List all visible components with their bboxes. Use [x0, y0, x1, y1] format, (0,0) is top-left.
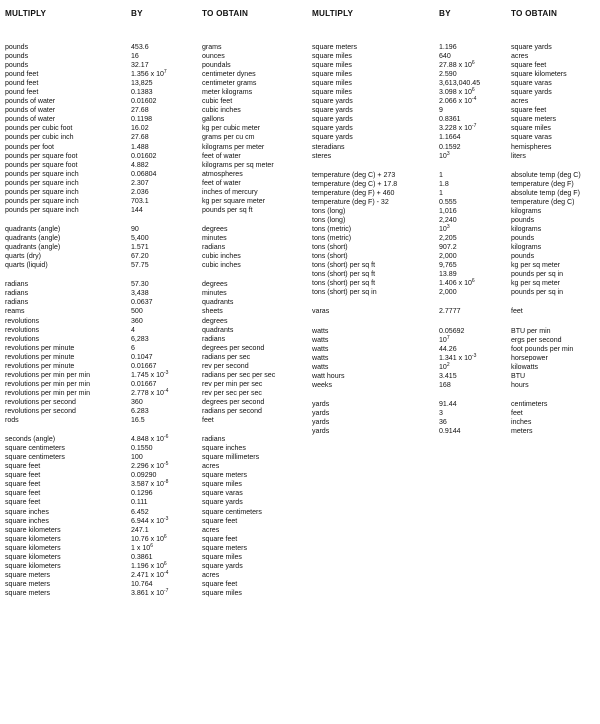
multiply-cell: square meters — [5, 589, 51, 597]
to-obtain-cell: pounds per sq in — [511, 271, 564, 279]
to-obtain-cell: absolute temp (deg C) — [511, 171, 581, 179]
to-obtain-cell: feet of water — [202, 152, 241, 160]
to-obtain-cell: square feet — [202, 535, 238, 543]
to-obtain-cell: rev per sec per sec — [202, 389, 262, 397]
multiply-cell: steres — [312, 152, 332, 160]
multiply-cell: pounds — [5, 53, 29, 61]
by-cell: 6.452 — [131, 508, 149, 516]
by-cell: 453.6 — [131, 44, 149, 51]
multiply-cell: reams — [5, 308, 25, 316]
by-cell: 2,240 — [439, 216, 457, 224]
multiply-cell: square feet — [5, 490, 41, 498]
to-obtain-cell: square varas — [511, 134, 552, 142]
to-obtain-cell: pounds — [511, 253, 535, 261]
multiply-cell: pound feet — [5, 89, 39, 97]
by-cell: 6 — [131, 344, 135, 352]
to-obtain-cell: inches — [511, 419, 532, 427]
to-obtain-cell: square yards — [511, 44, 552, 51]
by-cell: 1 x $10^6$ — [131, 542, 153, 552]
to-obtain-cell: degrees — [202, 281, 228, 289]
by-cell: 4.848 x $10^{-6}$ — [131, 434, 169, 444]
multiply-cell: tons (short) — [312, 244, 348, 252]
to-obtain-cell: foot pounds per min — [511, 345, 574, 353]
to-obtain-cell: atmospheres — [202, 170, 243, 178]
to-obtain-cell: square feet — [202, 517, 238, 525]
multiply-cell: tons (long) — [312, 207, 346, 215]
multiply-cell: pounds per square inch — [5, 206, 79, 214]
by-cell: 16 — [131, 53, 139, 61]
to-obtain-cell: kg per sq meter — [511, 280, 560, 288]
to-obtain-cell: radians per second — [202, 407, 262, 415]
to-obtain-cell: square varas — [202, 490, 243, 498]
multiply-cell: tons (long) — [312, 216, 346, 224]
by-cell: 3.861 x $10^{-7}$ — [131, 588, 169, 597]
by-cell: $10^7$ — [439, 334, 450, 344]
by-cell: 2.036 — [131, 188, 149, 196]
by-cell: 1.1664 — [439, 134, 461, 142]
to-obtain-cell: meter kilograms — [202, 89, 253, 97]
multiply-cell: pounds per cubic foot — [5, 125, 73, 133]
to-obtain-cell: liters — [511, 152, 526, 160]
multiply-cell: square kilometers — [5, 526, 61, 534]
to-obtain-cell: minutes — [202, 290, 227, 298]
by-cell: 5,400 — [131, 235, 149, 243]
by-cell: 0.8361 — [439, 116, 461, 124]
multiply-cell: weeks — [312, 381, 332, 389]
multiply-cell: yards — [312, 410, 330, 418]
to-obtain-cell: hours — [511, 381, 529, 389]
multiply-cell: revolutions per minute — [5, 362, 75, 370]
to-obtain-cell: temperature (deg C) — [511, 198, 575, 206]
multiply-cell: pounds — [5, 44, 29, 51]
multiply-cell: pounds per foot — [5, 143, 54, 151]
header-to-obtain-right: TO OBTAIN — [511, 9, 558, 18]
to-obtain-cell: hemispheres — [511, 143, 552, 151]
to-obtain-cell: absolute temp (deg F) — [511, 189, 580, 197]
multiply-cell: pounds of water — [5, 107, 56, 115]
multiply-cell: square miles — [312, 89, 352, 97]
to-obtain-cell: square meters — [202, 472, 248, 480]
multiply-cell: quarts (liquid) — [5, 262, 48, 270]
to-obtain-cell: square miles — [202, 589, 242, 597]
multiply-cell: revolutions — [5, 326, 40, 334]
to-obtain-cell: feet — [202, 417, 214, 425]
to-obtain-cell: radians — [202, 244, 226, 252]
by-cell: 13.89 — [439, 271, 457, 279]
multiply-cell: square yards — [312, 107, 353, 115]
multiply-cell: square inches — [5, 508, 49, 516]
by-cell: 0.09290 — [131, 472, 157, 480]
multiply-cell: watts — [312, 327, 329, 335]
to-obtain-cell: degrees per second — [202, 398, 265, 406]
multiply-cell: quadrants (angle) — [5, 225, 61, 233]
by-cell: 4 — [131, 326, 135, 334]
to-obtain-cell: gallons — [202, 116, 225, 124]
to-obtain-cell: acres — [511, 53, 529, 61]
by-cell: 67.20 — [131, 253, 149, 261]
by-cell: 2.778 x $10^{-4}$ — [131, 388, 169, 397]
to-obtain-cell: centimeters — [511, 401, 548, 409]
by-cell: $10^2$ — [439, 361, 450, 371]
to-obtain-cell: radians per sec per sec — [202, 371, 276, 379]
by-cell: 91.44 — [439, 401, 457, 409]
to-obtain-cell: square feet — [202, 580, 238, 588]
multiply-cell: radians — [5, 281, 29, 289]
to-obtain-cell: BTU — [511, 372, 526, 380]
multiply-cell: tons (short) per sq ft — [312, 271, 376, 279]
multiply-cell: pounds per square inch — [5, 188, 79, 196]
to-obtain-cell: square yards — [202, 499, 243, 507]
by-cell: 0.01602 — [131, 152, 157, 160]
multiply-cell: square inches — [5, 517, 49, 525]
multiply-cell: square feet — [5, 481, 41, 489]
by-cell: 2.296 x $10^{-5}$ — [131, 461, 169, 471]
to-obtain-cell: square centimeters — [202, 508, 262, 516]
header-multiply-right: MULTIPLY — [312, 9, 354, 18]
by-cell: 1 — [439, 189, 443, 197]
multiply-cell: watts — [312, 363, 329, 371]
by-cell: 360 — [131, 398, 143, 406]
to-obtain-cell: square varas — [511, 80, 552, 88]
multiply-cell: rods — [5, 417, 19, 425]
multiply-cell: square feet — [5, 499, 41, 507]
by-cell: 1.571 — [131, 244, 149, 252]
by-cell: 16.02 — [131, 125, 149, 133]
to-obtain-cell: square miles — [511, 125, 551, 133]
by-cell: 2,000 — [439, 289, 457, 297]
to-obtain-cell: square yards — [511, 89, 552, 97]
by-cell: 0.1592 — [439, 143, 461, 151]
header-multiply-left: MULTIPLY — [5, 9, 47, 18]
to-obtain-cell: kilograms per meter — [202, 143, 265, 151]
to-obtain-cell: square feet — [511, 62, 547, 70]
by-cell: 0.3861 — [131, 553, 153, 561]
by-cell: 3.587 x $10^{-8}$ — [131, 479, 169, 489]
to-obtain-cell: centimeter grams — [202, 80, 257, 88]
multiply-cell: tons (short) per sq ft — [312, 280, 376, 288]
to-obtain-cell: quadrants — [202, 326, 234, 334]
multiply-cell: yards — [312, 428, 330, 436]
multiply-cell: square meters — [5, 571, 51, 579]
by-cell: 36 — [439, 419, 447, 427]
multiply-cell: pounds per square foot — [5, 152, 78, 160]
by-cell: 2.307 — [131, 179, 149, 187]
multiply-cell: square meters — [312, 44, 358, 51]
multiply-cell: revolutions — [5, 317, 40, 325]
multiply-cell: revolutions per min per min — [5, 389, 90, 397]
to-obtain-cell: horsepower — [511, 354, 548, 362]
by-cell: 144 — [131, 206, 143, 214]
by-cell: 1.745 x $10^{-3}$ — [131, 369, 169, 379]
to-obtain-cell: cubic feet — [202, 98, 233, 106]
multiply-cell: quadrants (angle) — [5, 235, 61, 243]
by-cell: 3.415 — [439, 372, 457, 380]
multiply-cell: watts — [312, 345, 329, 353]
multiply-cell: watt hours — [312, 372, 345, 380]
multiply-cell: square meters — [5, 580, 51, 588]
by-cell: 1.341 x $10^{-3}$ — [439, 352, 477, 362]
by-cell: 703.1 — [131, 197, 149, 205]
by-cell: $10^3$ — [439, 224, 450, 233]
header-by-left: BY — [131, 9, 143, 18]
multiply-cell: revolutions per second — [5, 398, 76, 406]
multiply-cell: square centimeters — [5, 454, 65, 462]
by-cell: 100 — [131, 454, 143, 462]
to-obtain-cell: kg per cubic meter — [202, 125, 260, 133]
to-obtain-cell: sheets — [202, 308, 223, 316]
multiply-cell: temperature (deg C) + 273 — [312, 171, 396, 179]
multiply-cell: square kilometers — [5, 535, 61, 543]
by-cell: 0.05692 — [439, 327, 465, 335]
multiply-cell: radians — [5, 299, 29, 307]
multiply-cell: square kilometers — [5, 553, 61, 561]
multiply-cell: revolutions per minute — [5, 353, 75, 361]
multiply-cell: tons (metric) — [312, 235, 352, 243]
to-obtain-cell: square meters — [511, 116, 557, 124]
by-cell: 3 — [439, 410, 443, 418]
multiply-cell: temperature (deg C) + 17.8 — [312, 180, 398, 188]
to-obtain-cell: pounds — [511, 216, 535, 224]
by-cell: 1,016 — [439, 207, 457, 215]
by-cell: 0.01667 — [131, 362, 157, 370]
by-cell: 360 — [131, 317, 143, 325]
by-cell: 0.1383 — [131, 89, 153, 97]
by-cell: 13,825 — [131, 80, 153, 88]
to-obtain-cell: square inches — [202, 445, 246, 453]
by-cell: 57.30 — [131, 281, 149, 289]
multiply-cell: yards — [312, 401, 330, 409]
by-cell: 0.1198 — [131, 116, 153, 124]
to-obtain-cell: square miles — [202, 481, 242, 489]
multiply-cell: steradians — [312, 143, 345, 151]
multiply-cell: square kilometers — [5, 562, 61, 570]
multiply-cell: seconds (angle) — [5, 436, 56, 444]
to-obtain-cell: degrees per second — [202, 344, 265, 352]
to-obtain-cell: square feet — [511, 107, 547, 115]
to-obtain-cell: pounds — [511, 235, 535, 243]
to-obtain-cell: kg per sq meter — [511, 262, 560, 270]
by-cell: 0.555 — [439, 198, 457, 206]
multiply-cell: pounds per cubic inch — [5, 134, 74, 142]
to-obtain-cell: ergs per second — [511, 336, 562, 344]
by-cell: 2.066 x $10^{-4}$ — [439, 96, 477, 106]
by-cell: 2,000 — [439, 253, 457, 261]
multiply-cell: square yards — [312, 125, 353, 133]
multiply-cell: revolutions — [5, 335, 40, 343]
by-cell: 0.1296 — [131, 490, 153, 498]
to-obtain-cell: acres — [202, 526, 220, 534]
multiply-cell: tons (metric) — [312, 225, 352, 233]
multiply-cell: square miles — [312, 71, 352, 79]
multiply-cell: quadrants (angle) — [5, 244, 61, 252]
multiply-cell: pound feet — [5, 80, 39, 88]
multiply-cell: revolutions per min per min — [5, 380, 90, 388]
by-cell: 2.590 — [439, 71, 457, 79]
to-obtain-cell: feet of water — [202, 179, 241, 187]
to-obtain-cell: square kilometers — [511, 71, 567, 79]
to-obtain-cell: cubic inches — [202, 262, 241, 270]
by-cell: 27.88 x $10^6$ — [439, 60, 475, 70]
by-cell: 0.9144 — [439, 428, 461, 436]
header-by-right: BY — [439, 9, 451, 18]
multiply-cell: pound feet — [5, 71, 39, 79]
to-obtain-cell: cubic inches — [202, 253, 241, 261]
by-cell: 1.356 x $10^7$ — [131, 69, 167, 79]
to-obtain-cell: degrees — [202, 225, 228, 233]
to-obtain-cell: cubic inches — [202, 107, 241, 115]
multiply-cell: pounds — [5, 62, 29, 70]
multiply-cell: square centimeters — [5, 445, 65, 453]
multiply-cell: square miles — [312, 80, 352, 88]
by-cell: 2,205 — [439, 235, 457, 243]
by-cell: 6.944 x $10^{-3}$ — [131, 515, 169, 525]
to-obtain-cell: pounds per sq in — [511, 289, 564, 297]
to-obtain-cell: poundals — [202, 62, 231, 70]
multiply-cell: square yards — [312, 98, 353, 106]
multiply-cell: square miles — [312, 62, 352, 70]
multiply-cell: tons (short) per sq ft — [312, 262, 376, 270]
by-cell: 27.68 — [131, 134, 149, 142]
by-cell: 9 — [439, 107, 443, 115]
by-cell: 3.098 x $10^6$ — [439, 87, 475, 97]
by-cell: 1.196 — [439, 44, 457, 51]
multiply-cell: yards — [312, 419, 330, 427]
by-cell: 6.283 — [131, 407, 149, 415]
by-cell: $10^3$ — [439, 150, 450, 160]
by-cell: 0.0637 — [131, 299, 153, 307]
to-obtain-cell: centimeter dynes — [202, 71, 256, 79]
multiply-cell: square kilometers — [5, 544, 61, 552]
multiply-cell: pounds per square foot — [5, 161, 78, 169]
by-cell: 0.1047 — [131, 353, 153, 361]
to-obtain-cell: kilograms — [511, 244, 542, 252]
multiply-cell: watts — [312, 354, 329, 362]
to-obtain-cell: minutes — [202, 235, 227, 243]
to-obtain-cell: temperature (deg F) — [511, 180, 574, 188]
multiply-cell: pounds per square inch — [5, 197, 79, 205]
to-obtain-cell: square miles — [202, 553, 242, 561]
by-cell: 0.1550 — [131, 445, 153, 453]
to-obtain-cell: acres — [511, 98, 529, 106]
multiply-cell: revolutions per min per min — [5, 371, 90, 379]
to-obtain-cell: square millimeters — [202, 454, 260, 462]
by-cell: 44.26 — [439, 345, 457, 353]
multiply-cell: quarts (dry) — [5, 253, 42, 261]
by-cell: 10.76 x $10^6$ — [131, 533, 167, 543]
to-obtain-cell: square yards — [202, 562, 243, 570]
by-cell: 640 — [439, 53, 451, 61]
by-cell: 16.5 — [131, 417, 145, 425]
by-cell: 907.2 — [439, 244, 457, 252]
to-obtain-cell: BTU per min — [511, 327, 551, 335]
to-obtain-cell: kilograms per sq meter — [202, 161, 274, 169]
to-obtain-cell: rev per second — [202, 362, 249, 370]
by-cell: 3,613,040.45 — [439, 80, 481, 88]
multiply-cell: square feet — [5, 463, 41, 471]
to-obtain-cell: acres — [202, 463, 220, 471]
by-cell: 32.17 — [131, 62, 149, 70]
multiply-cell: square yards — [312, 134, 353, 142]
by-cell: 90 — [131, 225, 139, 233]
to-obtain-cell: degrees — [202, 317, 228, 325]
by-cell: 1.8 — [439, 180, 449, 188]
to-obtain-cell: kg per square meter — [202, 197, 266, 205]
to-obtain-cell: kilograms — [511, 225, 542, 233]
to-obtain-cell: pounds per sq ft — [202, 206, 253, 214]
by-cell: 0.06804 — [131, 170, 157, 178]
to-obtain-cell: radians per sec — [202, 353, 251, 361]
multiply-cell: square miles — [312, 53, 352, 61]
multiply-cell: square feet — [5, 472, 41, 480]
to-obtain-cell: rev per min per sec — [202, 380, 263, 388]
by-cell: 3,438 — [131, 290, 149, 298]
multiply-cell: square yards — [312, 116, 353, 124]
multiply-cell: pounds of water — [5, 98, 56, 106]
by-cell: 1 — [439, 171, 443, 179]
to-obtain-cell: feet — [511, 308, 523, 316]
multiply-cell: temperature (deg F) - 32 — [312, 198, 389, 206]
multiply-cell: temperature (deg F) + 460 — [312, 189, 395, 197]
to-obtain-cell: grams per cu cm — [202, 134, 255, 142]
by-cell: 2.7777 — [439, 308, 461, 316]
multiply-cell: pounds per square inch — [5, 179, 79, 187]
by-cell: 6,283 — [131, 335, 149, 343]
to-obtain-cell: inches of mercury — [202, 188, 258, 196]
to-obtain-cell: meters — [511, 428, 533, 436]
multiply-cell: tons (short) per sq in — [312, 289, 377, 297]
multiply-cell: watts — [312, 336, 329, 344]
by-cell: 1.196 x $10^6$ — [131, 561, 167, 570]
to-obtain-cell: feet — [511, 410, 523, 418]
multiply-cell: revolutions per minute — [5, 344, 75, 352]
multiply-cell: revolutions per second — [5, 407, 76, 415]
multiply-cell: pounds per square inch — [5, 170, 79, 178]
multiply-cell: pounds of water — [5, 116, 56, 124]
by-cell: 0.01667 — [131, 380, 157, 388]
to-obtain-cell: radians — [202, 335, 226, 343]
by-cell: 500 — [131, 308, 143, 316]
by-cell: 0.01602 — [131, 98, 157, 106]
to-obtain-cell: grams — [202, 44, 222, 51]
by-cell: 9,765 — [439, 262, 457, 270]
multiply-cell: radians — [5, 290, 29, 298]
to-obtain-cell: kilograms — [511, 207, 542, 215]
to-obtain-cell: radians — [202, 436, 226, 444]
to-obtain-cell: ounces — [202, 53, 225, 61]
to-obtain-cell: kilowatts — [511, 363, 539, 371]
multiply-cell: tons (short) — [312, 253, 348, 261]
by-cell: 3.228 x $10^{-7}$ — [439, 123, 477, 133]
by-cell: 2.471 x $10^{-4}$ — [131, 570, 169, 579]
by-cell: 247.1 — [131, 526, 149, 534]
to-obtain-cell: square meters — [202, 544, 248, 552]
multiply-cell: varas — [312, 308, 330, 316]
by-cell: 10.764 — [131, 580, 153, 588]
header-to-obtain-left: TO OBTAIN — [202, 9, 249, 18]
by-cell: 168 — [439, 381, 451, 389]
to-obtain-cell: acres — [202, 571, 220, 579]
by-cell: 27.68 — [131, 107, 149, 115]
to-obtain-cell: quadrants — [202, 299, 234, 307]
by-cell: 1.406 x $10^6$ — [439, 278, 475, 288]
by-cell: 1.488 — [131, 143, 149, 151]
by-cell: 4.882 — [131, 161, 149, 169]
by-cell: 0.111 — [131, 499, 148, 507]
by-cell: 57.75 — [131, 262, 149, 270]
